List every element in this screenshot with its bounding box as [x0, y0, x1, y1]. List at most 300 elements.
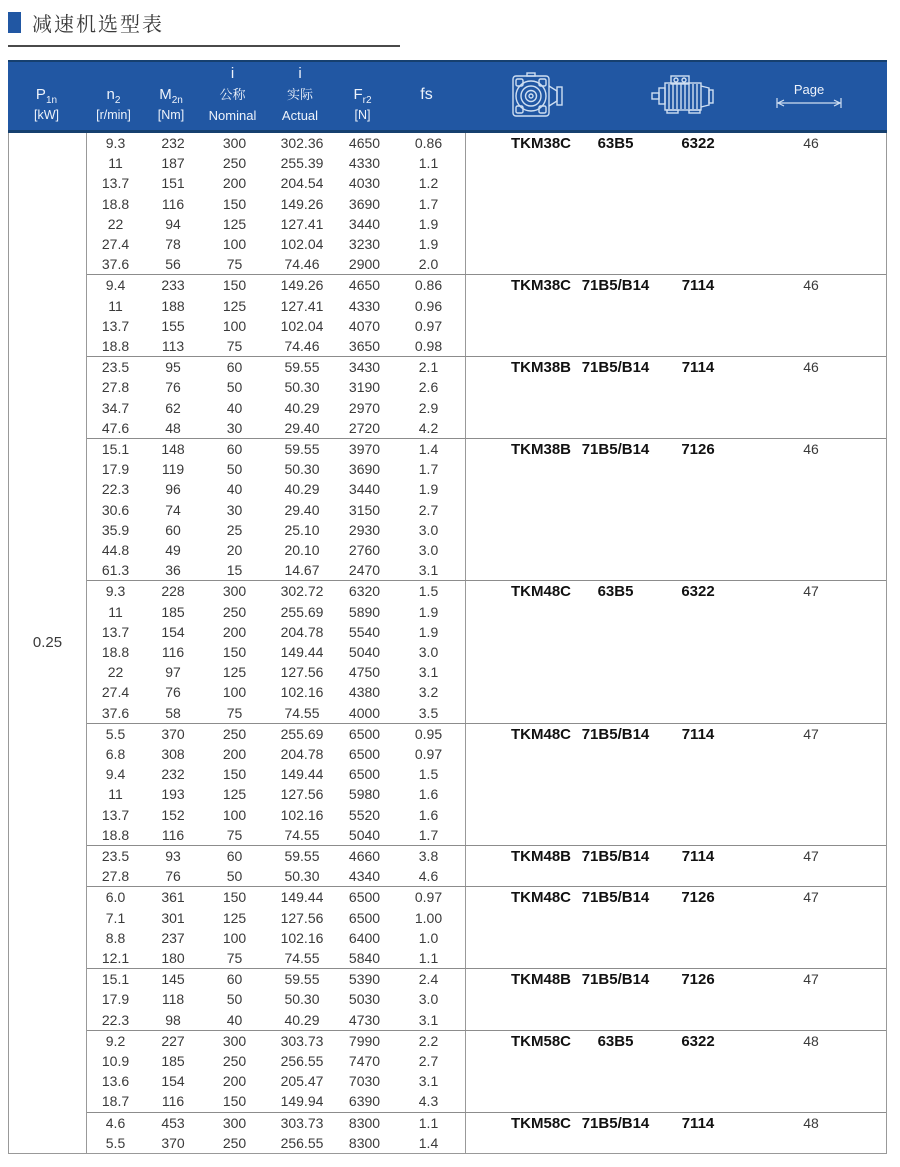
- cell-n2: 44.8: [101, 542, 130, 559]
- flange-code: 71B5/B14: [581, 847, 650, 865]
- cell-i-nominal: 300: [222, 135, 247, 152]
- motor-code: 7114: [681, 1114, 715, 1132]
- cell-i-nominal: 250: [222, 725, 247, 742]
- cell-fs: 1.9: [418, 623, 439, 640]
- cell-n2: 9.3: [105, 135, 126, 152]
- table-row: [87, 805, 465, 825]
- cell-fr2: 2760: [348, 542, 381, 559]
- model-name: TKM38C: [511, 135, 572, 152]
- cell-n2: 5.5: [105, 725, 126, 742]
- table-row: [87, 520, 465, 540]
- table-block: [87, 274, 886, 356]
- cell-fr2: 6500: [348, 766, 381, 783]
- table-row: [87, 296, 465, 316]
- cell-i-actual: 204.78: [280, 746, 324, 763]
- cell-i-nominal: 100: [222, 236, 247, 253]
- cell-i-nominal: 50: [226, 868, 243, 885]
- table-row: [87, 439, 465, 459]
- header-page: [767, 83, 851, 109]
- table-row: [87, 784, 465, 804]
- title-bullet-icon: [8, 12, 21, 33]
- cell-i-nominal: 60: [226, 441, 243, 458]
- cell-fs: 3.1: [418, 562, 439, 579]
- cell-i-nominal: 200: [222, 746, 247, 763]
- cell-i-nominal: 300: [222, 583, 247, 600]
- table-row: [87, 133, 465, 153]
- cell-m2n: 233: [161, 277, 185, 294]
- cell-fr2: 4000: [348, 704, 381, 721]
- cell-fr2: 7470: [348, 1053, 381, 1070]
- table-row: [87, 560, 465, 580]
- page-number: 47: [803, 583, 819, 600]
- table-row: [87, 357, 465, 377]
- cell-m2n: 154: [161, 1073, 185, 1090]
- page-number: 48: [803, 1114, 819, 1131]
- cell-m2n: 301: [161, 909, 185, 926]
- cell-m2n: 228: [161, 583, 185, 600]
- cell-m2n: 60: [165, 521, 181, 538]
- p1n-column: [9, 133, 87, 1153]
- cell-fr2: 5040: [348, 644, 381, 661]
- table-row: [87, 825, 465, 845]
- table-row: [87, 254, 465, 274]
- header-i-actual: i 实际 Actual: [281, 65, 319, 123]
- cell-i-actual: 255.69: [280, 603, 324, 620]
- cell-n2: 6.0: [105, 889, 126, 906]
- cell-i-nominal: 100: [222, 317, 247, 334]
- cell-m2n: 151: [161, 175, 185, 192]
- table-row: [87, 682, 465, 702]
- cell-i-actual: 59.55: [284, 359, 320, 376]
- cell-n2: 23.5: [101, 848, 130, 865]
- cell-i-nominal: 50: [226, 991, 243, 1008]
- model-name: TKM48B: [511, 847, 572, 865]
- cell-fr2: 5540: [348, 623, 381, 640]
- cell-fs: 2.7: [418, 1053, 439, 1070]
- cell-m2n: 95: [165, 359, 181, 376]
- cell-i-nominal: 150: [222, 889, 247, 906]
- motor-code: 7114: [681, 725, 715, 743]
- table-row: [87, 662, 465, 682]
- cell-n2: 11: [108, 297, 123, 314]
- flange-code: 63B5: [597, 583, 634, 601]
- cell-m2n: 370: [161, 1134, 185, 1151]
- cell-i-nominal: 125: [222, 786, 247, 803]
- cell-i-actual: 50.30: [284, 868, 320, 885]
- cell-i-nominal: 150: [222, 277, 247, 294]
- table-row: [87, 194, 465, 214]
- cell-fs: 3.1: [418, 1011, 439, 1028]
- cell-fr2: 3430: [348, 359, 381, 376]
- cell-i-nominal: 125: [222, 909, 247, 926]
- motor-code: 6322: [681, 583, 715, 601]
- cell-fr2: 8300: [348, 1114, 381, 1131]
- cell-n2: 13.7: [101, 317, 130, 334]
- cell-m2n: 98: [165, 1011, 181, 1028]
- cell-fr2: 4340: [348, 868, 381, 885]
- table-block: [87, 845, 886, 886]
- table-block: [87, 723, 886, 845]
- cell-n2: 18.8: [101, 338, 130, 355]
- table-block: [87, 356, 886, 438]
- cell-fs: 1.5: [418, 583, 439, 600]
- cell-fr2: 6500: [348, 725, 381, 742]
- table-block: [87, 1112, 886, 1153]
- page-number: 46: [803, 359, 819, 376]
- cell-fr2: 2720: [348, 419, 381, 436]
- cell-fs: 0.97: [414, 889, 443, 906]
- cell-m2n: 94: [165, 215, 181, 232]
- cell-fr2: 5840: [348, 950, 381, 966]
- cell-i-nominal: 100: [222, 806, 247, 823]
- cell-n2: 15.1: [101, 971, 130, 988]
- cell-m2n: 58: [165, 704, 181, 721]
- cell-n2: 13.7: [101, 175, 130, 192]
- cell-i-nominal: 60: [226, 359, 243, 376]
- cell-m2n: 152: [161, 806, 185, 823]
- cell-i-actual: 59.55: [284, 971, 320, 988]
- cell-n2: 17.9: [101, 461, 130, 478]
- cell-n2: 4.6: [105, 1114, 126, 1131]
- cell-fr2: 6500: [348, 889, 381, 906]
- cell-n2: 35.9: [101, 521, 130, 538]
- cell-i-nominal: 100: [222, 684, 247, 701]
- cell-n2: 12.1: [101, 950, 130, 966]
- motor-code: 6322: [681, 135, 715, 152]
- cell-fs: 3.0: [418, 521, 439, 538]
- cell-fs: 1.9: [418, 215, 439, 232]
- motor-code: 7126: [681, 971, 715, 989]
- cell-n2: 11: [108, 155, 123, 172]
- cell-n2: 8.8: [105, 929, 126, 946]
- cell-fr2: 4660: [348, 848, 381, 865]
- cell-n2: 18.8: [101, 826, 130, 843]
- gear-selection-table: [8, 60, 887, 1154]
- cell-n2: 6.8: [105, 746, 126, 763]
- electric-motor-icon: [607, 75, 767, 117]
- cell-fs: 0.96: [414, 297, 443, 314]
- cell-fs: 2.1: [418, 359, 439, 376]
- cell-n2: 18.7: [101, 1093, 130, 1110]
- cell-m2n: 453: [161, 1114, 185, 1131]
- cell-i-actual: 102.16: [280, 806, 324, 823]
- cell-n2: 11: [108, 603, 123, 620]
- cell-m2n: 97: [165, 664, 181, 681]
- header-model-area: [463, 62, 887, 130]
- cell-m2n: 78: [165, 236, 181, 253]
- table-body: [8, 133, 887, 1154]
- cell-i-nominal: 200: [222, 623, 247, 640]
- title-bar: [0, 0, 900, 37]
- cell-fr2: 3440: [348, 481, 381, 498]
- cell-fs: 1.4: [418, 441, 439, 458]
- cell-i-nominal: 30: [226, 419, 243, 436]
- cell-i-actual: 50.30: [284, 991, 320, 1008]
- cell-fs: 1.00: [414, 909, 443, 926]
- cell-fr2: 6390: [348, 1093, 381, 1110]
- cell-fr2: 4070: [348, 317, 381, 334]
- table-row: [87, 1133, 465, 1153]
- cell-fr2: 6500: [348, 909, 381, 926]
- table-row: [87, 1113, 465, 1133]
- table-row: [87, 398, 465, 418]
- cell-fr2: 3150: [348, 501, 381, 518]
- cell-m2n: 74: [165, 501, 181, 518]
- table-row: [87, 887, 465, 907]
- cell-fs: 1.9: [418, 603, 439, 620]
- cell-m2n: 237: [161, 929, 185, 946]
- cell-i-actual: 149.94: [280, 1093, 324, 1110]
- page-number: 47: [803, 971, 819, 988]
- cell-fs: 4.2: [418, 419, 439, 436]
- cell-fr2: 2970: [348, 399, 381, 416]
- cell-m2n: 155: [161, 317, 185, 334]
- table-row: [87, 214, 465, 234]
- table-row: [87, 173, 465, 193]
- cell-i-nominal: 75: [226, 826, 243, 843]
- cell-i-actual: 149.26: [280, 277, 324, 294]
- table-row: [87, 744, 465, 764]
- flange-code: 71B5/B14: [581, 889, 650, 907]
- cell-fr2: 7030: [348, 1073, 381, 1090]
- cell-i-nominal: 250: [222, 603, 247, 620]
- cell-fs: 2.7: [418, 501, 439, 518]
- cell-n2: 27.8: [101, 379, 130, 396]
- cell-n2: 15.1: [101, 441, 130, 458]
- cell-fs: 1.9: [418, 481, 439, 498]
- table-row: [87, 418, 465, 438]
- model-info: [465, 724, 886, 845]
- cell-m2n: 185: [161, 603, 185, 620]
- cell-i-actual: 303.73: [280, 1032, 324, 1049]
- cell-fr2: 4650: [348, 135, 381, 152]
- flange-code: 63B5: [597, 1032, 634, 1050]
- table-row: [87, 377, 465, 397]
- table-row: [87, 1051, 465, 1071]
- table-row: [87, 866, 465, 886]
- cell-i-actual: 302.72: [280, 583, 324, 600]
- cell-i-actual: 102.16: [280, 684, 324, 701]
- model-name: TKM38B: [511, 440, 572, 458]
- cell-i-nominal: 60: [226, 971, 243, 988]
- cell-i-actual: 127.41: [280, 215, 324, 232]
- table-row: [87, 846, 465, 866]
- cell-i-actual: 102.04: [280, 236, 324, 253]
- cell-i-nominal: 200: [222, 1073, 247, 1090]
- cell-fr2: 5030: [348, 991, 381, 1008]
- table-row: [87, 642, 465, 662]
- cell-i-actual: 205.47: [280, 1073, 324, 1090]
- cell-m2n: 113: [161, 338, 185, 355]
- cell-i-actual: 127.56: [280, 664, 324, 681]
- cell-fs: 3.2: [418, 684, 439, 701]
- cell-m2n: 116: [161, 644, 185, 661]
- page-number: 47: [803, 889, 819, 906]
- table-row: [87, 908, 465, 928]
- cell-fs: 3.5: [418, 704, 439, 721]
- flange-code: 71B5/B14: [581, 277, 650, 295]
- cell-n2: 47.6: [101, 419, 130, 436]
- table-row: [87, 1071, 465, 1091]
- model-info: [465, 1113, 886, 1153]
- cell-i-nominal: 75: [226, 338, 243, 355]
- cell-m2n: 118: [161, 991, 185, 1008]
- cell-i-actual: 29.40: [284, 419, 320, 436]
- cell-fr2: 4380: [348, 684, 381, 701]
- cell-m2n: 36: [165, 562, 181, 579]
- cell-i-nominal: 150: [222, 644, 247, 661]
- cell-n2: 37.6: [101, 704, 130, 721]
- cell-i-actual: 29.40: [284, 501, 320, 518]
- cell-i-actual: 74.46: [284, 338, 320, 355]
- cell-m2n: 62: [165, 399, 181, 416]
- table-row: [87, 459, 465, 479]
- cell-i-actual: 149.44: [280, 644, 324, 661]
- cell-i-nominal: 125: [222, 215, 247, 232]
- table-header: [8, 60, 887, 133]
- cell-n2: 10.9: [101, 1053, 130, 1070]
- cell-m2n: 187: [161, 155, 185, 172]
- cell-fs: 1.1: [418, 155, 439, 172]
- cell-fs: 1.4: [418, 1134, 439, 1151]
- table-row: [87, 479, 465, 499]
- cell-fs: 2.4: [418, 971, 439, 988]
- cell-fs: 1.7: [418, 195, 439, 212]
- cell-i-actual: 59.55: [284, 441, 320, 458]
- table-row: [87, 234, 465, 254]
- table-row: [87, 622, 465, 642]
- cell-fs: 1.1: [418, 1114, 439, 1131]
- model-name: TKM38C: [511, 277, 572, 295]
- model-info: [465, 439, 886, 580]
- model-name: TKM58C: [511, 1114, 572, 1132]
- flange-code: 63B5: [597, 135, 634, 152]
- cell-i-actual: 102.04: [280, 317, 324, 334]
- cell-fs: 3.0: [418, 991, 439, 1008]
- motor-code: 7114: [681, 847, 715, 865]
- table-row: [87, 1031, 465, 1051]
- cell-i-actual: 74.46: [284, 256, 320, 273]
- model-name: TKM48C: [511, 583, 572, 601]
- cell-i-actual: 40.29: [284, 399, 320, 416]
- header-n2: $n_2$ [r/min]: [96, 86, 131, 122]
- cell-i-nominal: 125: [222, 297, 247, 314]
- table-row: [87, 724, 465, 744]
- cell-fr2: 5890: [348, 603, 381, 620]
- motor-code: 7114: [681, 359, 715, 377]
- cell-m2n: 48: [165, 419, 181, 436]
- worm-gearbox-icon: [463, 72, 607, 120]
- motor-code: 6322: [681, 1032, 715, 1050]
- model-info: [465, 846, 886, 886]
- table-row: [87, 602, 465, 622]
- cell-fr2: 6320: [348, 583, 381, 600]
- cell-i-actual: 14.67: [284, 562, 320, 579]
- cell-fs: 3.0: [418, 644, 439, 661]
- page-number: 46: [803, 135, 819, 151]
- cell-m2n: 227: [161, 1032, 185, 1049]
- page-number: 47: [803, 725, 819, 742]
- cell-n2: 9.2: [105, 1032, 126, 1049]
- model-info: [465, 581, 886, 722]
- cell-fr2: 3690: [348, 461, 381, 478]
- cell-fr2: 4730: [348, 1011, 381, 1028]
- cell-m2n: 56: [165, 256, 181, 273]
- cell-m2n: 188: [161, 297, 185, 314]
- header-fr2: $F_{r2}$ [N]: [353, 86, 372, 122]
- cell-m2n: 185: [161, 1053, 185, 1070]
- cell-fs: 1.7: [418, 826, 439, 843]
- cell-fr2: 3650: [348, 338, 381, 355]
- cell-fr2: 3230: [348, 236, 381, 253]
- table-row: [87, 153, 465, 173]
- cell-i-nominal: 125: [222, 664, 247, 681]
- cell-i-actual: 204.78: [280, 623, 324, 640]
- dimension-arrow-icon: [774, 97, 844, 109]
- cell-m2n: 308: [161, 746, 185, 763]
- cell-fs: 4.6: [418, 868, 439, 885]
- title-underline: [8, 45, 400, 47]
- flange-code: 71B5/B14: [581, 359, 650, 377]
- cell-n2: 37.6: [101, 256, 130, 273]
- cell-n2: 13.7: [101, 806, 130, 823]
- table-row: [87, 336, 465, 356]
- cell-i-nominal: 50: [226, 379, 243, 396]
- cell-i-actual: 25.10: [284, 521, 320, 538]
- cell-i-nominal: 300: [222, 1032, 247, 1049]
- cell-m2n: 232: [161, 766, 185, 783]
- cell-fr2: 4030: [348, 175, 381, 192]
- cell-m2n: 116: [161, 195, 185, 212]
- flange-code: 71B5/B14: [581, 971, 650, 989]
- page-number: 48: [803, 1032, 819, 1049]
- table-row: [87, 500, 465, 520]
- cell-i-nominal: 75: [226, 704, 243, 721]
- cell-fr2: 5520: [348, 806, 381, 823]
- cell-fs: 4.3: [418, 1093, 439, 1110]
- cell-fr2: 8300: [348, 1134, 381, 1151]
- cell-i-nominal: 15: [226, 562, 243, 579]
- cell-i-actual: 127.56: [280, 786, 324, 803]
- cell-fr2: 7990: [348, 1032, 381, 1049]
- page-label: Page: [793, 82, 825, 97]
- cell-n2: 27.8: [101, 868, 130, 885]
- cell-fs: 3.1: [418, 664, 439, 681]
- cell-fs: 1.5: [418, 766, 439, 783]
- data-blocks: [87, 133, 886, 1153]
- cell-i-actual: 204.54: [280, 175, 324, 192]
- cell-i-actual: 303.73: [280, 1114, 324, 1131]
- model-info: [465, 969, 886, 1030]
- table-row: [87, 540, 465, 560]
- p1n-value: 0.25: [32, 634, 63, 652]
- cell-fs: 1.6: [418, 786, 439, 803]
- cell-m2n: 49: [165, 542, 181, 559]
- cell-fr2: 3190: [348, 379, 381, 396]
- cell-fs: 1.9: [418, 236, 439, 253]
- cell-i-actual: 149.26: [280, 195, 324, 212]
- cell-i-actual: 74.55: [284, 950, 320, 966]
- model-name: TKM48C: [511, 725, 572, 743]
- cell-m2n: 96: [165, 481, 181, 498]
- cell-fs: 2.0: [418, 256, 439, 273]
- cell-i-nominal: 30: [226, 501, 243, 518]
- header-p1n: $P_{1n}$ [kW]: [34, 86, 59, 122]
- cell-fs: 0.86: [414, 135, 443, 152]
- cell-fs: 2.6: [418, 379, 439, 396]
- table-block: [87, 133, 886, 274]
- cell-i-actual: 255.69: [280, 725, 324, 742]
